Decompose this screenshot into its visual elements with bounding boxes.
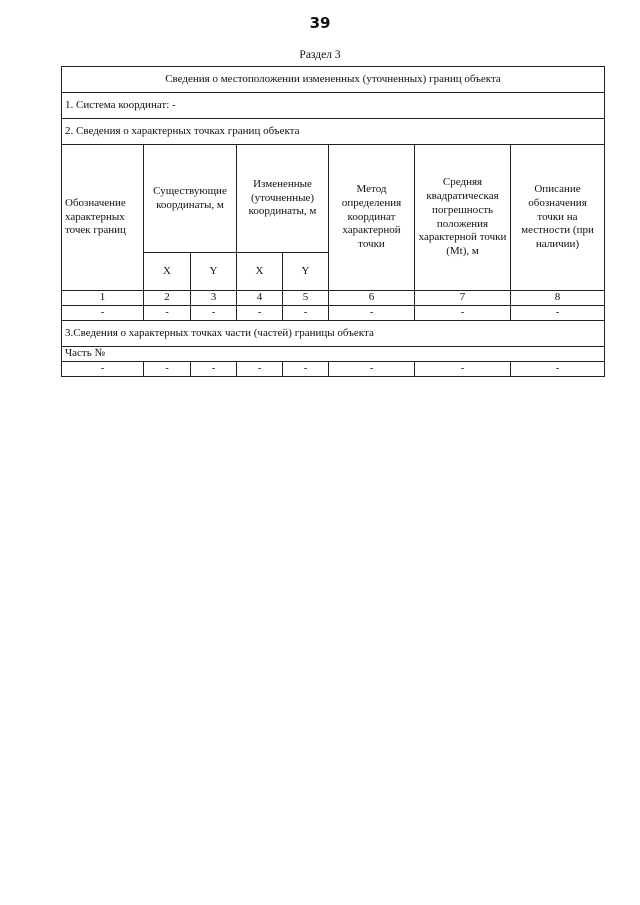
table-cell: - [191, 306, 237, 321]
table-row [62, 362, 605, 377]
table-cell: - [62, 306, 144, 321]
column-number: 6 [329, 291, 415, 306]
table-cell: - [144, 362, 191, 377]
table-cell: - [237, 306, 283, 321]
header-x-changed: X [237, 253, 283, 291]
header-description: Описание обозначения точки на местности (при наличии) [511, 145, 605, 291]
column-number: 5 [283, 291, 329, 306]
header-designation: Обозначение характерных точек границ [62, 145, 144, 291]
column-number: 8 [511, 291, 605, 306]
header-changed-coords: Измененные (уточненные) координаты, м [237, 145, 329, 253]
table-cell: - [511, 306, 605, 321]
table-row [62, 306, 605, 321]
header-x-existing: X [144, 253, 191, 291]
part-label: Часть № [62, 347, 605, 362]
column-number: 2 [144, 291, 191, 306]
header-method: Метод определения координат характерной точки [329, 145, 415, 291]
header-error: Средняя квадратическая погрешность положения характерной точки (Mt), м [415, 145, 511, 291]
header-existing-coords: Существующие координаты, м [144, 145, 237, 253]
boundary-table [61, 66, 605, 377]
column-number: 7 [415, 291, 511, 306]
section-title: Раздел 3 [299, 49, 341, 61]
table-cell: - [329, 306, 415, 321]
table-cell: - [237, 362, 283, 377]
part-points-title: 3.Сведения о характерных точках части (частей) границы объекта [62, 321, 605, 347]
char-points-title: 2. Сведения о характерных точках границ объекта [62, 119, 605, 145]
table-cell: - [415, 362, 511, 377]
table-cell: - [191, 362, 237, 377]
column-number: 3 [191, 291, 237, 306]
table-cell: - [283, 362, 329, 377]
coord-system-row: 1. Система координат: - [62, 93, 605, 119]
table-title: Сведения о местоположении измененных (уточненных) границ объекта [62, 67, 605, 93]
column-number: 1 [62, 291, 144, 306]
table-cell: - [511, 362, 605, 377]
table-cell: - [415, 306, 511, 321]
table-cell: - [62, 362, 144, 377]
header-y-changed: Y [283, 253, 329, 291]
column-number-row [62, 291, 605, 306]
column-number: 4 [237, 291, 283, 306]
table-cell: - [283, 306, 329, 321]
header-y-existing: Y [191, 253, 237, 291]
table-cell: - [144, 306, 191, 321]
page-number: 39 [309, 14, 331, 32]
table-cell: - [329, 362, 415, 377]
